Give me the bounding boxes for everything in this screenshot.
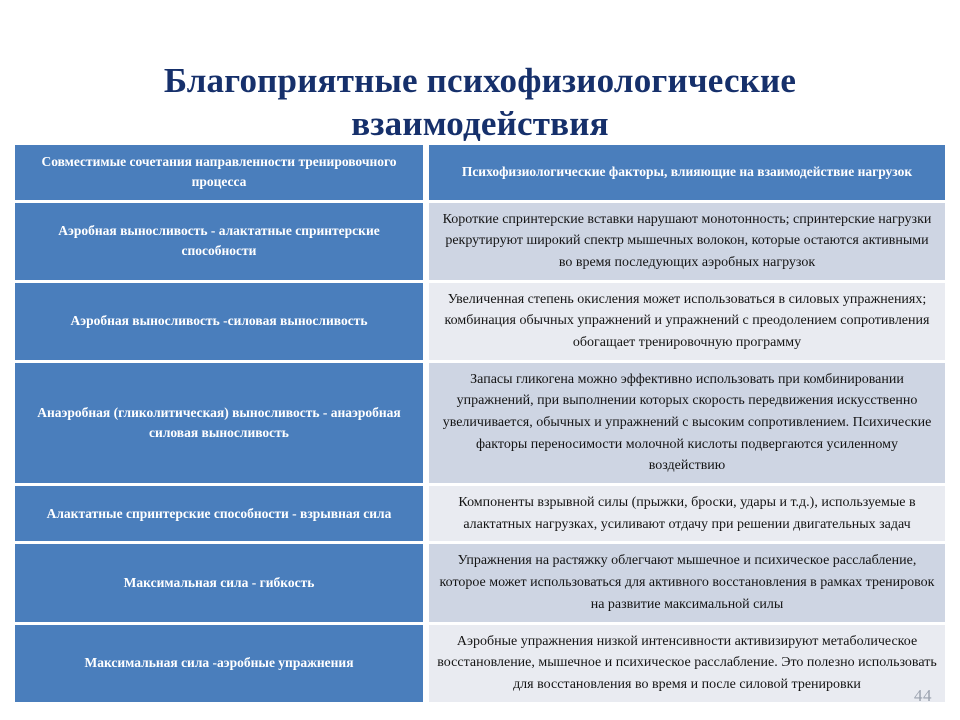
cell-combination: Максимальная сила - гибкость [15,544,423,624]
cell-combination: Максимальная сила -аэробные упражнения [15,625,423,702]
cell-factors: Аэробные упражнения низкой интенсивности активизируют метаболическое восстановление, мышечное и психическое расслабление. Это полезно использовать для восстановления во время и после силовой тренировки [429,625,945,702]
cell-factors: Упражнения на растяжку облегчают мышечное и психическое расслабление, которое может использоваться для активного восстановления в рамках тренировок на развитие максимальной силы [429,544,945,624]
cell-factors: Увеличенная степень окисления может использоваться в силовых упражнениях; комбинация обычных упражнений и упражнений с преодолением сопротивления обогащает тренировочную программу [429,283,945,363]
cell-factors: Компоненты взрывной силы (прыжки, броски, удары и т.д.), используемые в алактатных нагрузках, усиливают отдачу при решении двигательных задач [429,486,945,544]
page-number: 44 [914,686,932,705]
table-row [15,625,945,702]
header-cell-combination: Совместимые сочетания направленности тренировочного процесса [15,145,423,203]
table-row [15,544,945,624]
cell-combination: Алактатные спринтерские способности - взрывная сила [15,486,423,544]
table-body [15,145,945,702]
page-title: Благоприятные психофизиологические взаимодействия [163,61,797,144]
cell-factors: Запасы гликогена можно эффективно использовать при комбинировании упражнений, при выполнении которых скорость передвижения искусственно увеличивается, обычных и упражнений с высоким сопротивлением. Психические факторы переносимости молочной кислоты подвергаются усиленному воздействию [429,363,945,486]
header-cell-factors: Психофизиологические факторы, влияющие на взаимодействие нагрузок [429,145,945,203]
cell-factors: Короткие спринтерские вставки нарушают монотонность; спринтерские нагрузки рекрутируют широкий спектр мышечных волокон, которые остаются активными во время последующих аэробных нагрузок [429,203,945,283]
cell-combination: Аэробная выносливость -силовая выносливость [15,283,423,363]
compatibility-table [15,145,945,702]
compatibility-table-container [15,145,945,702]
table-row [15,203,945,283]
cell-combination: Аэробная выносливость - алактатные спринтерские способности [15,203,423,283]
cell-combination: Анаэробная (гликолитическая) выносливость - анаэробная силовая выносливость [15,363,423,486]
table-row [15,283,945,363]
table-row [15,363,945,486]
table-row [15,486,945,544]
table-header-row [15,145,945,203]
